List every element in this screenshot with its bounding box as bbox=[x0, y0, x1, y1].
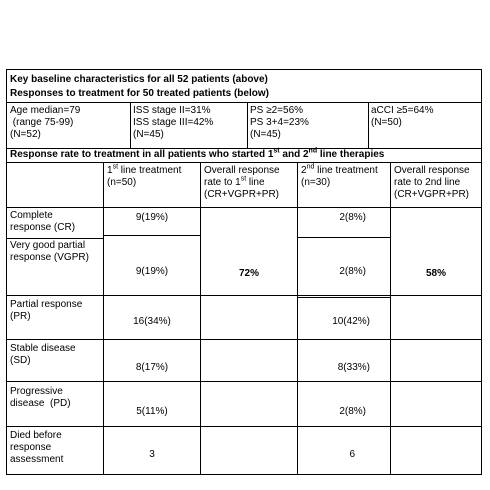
col-overall2-line3: (CR+VGPR+PR) bbox=[394, 189, 470, 200]
rule-vgpr-second bbox=[297, 297, 390, 298]
baseline-age bbox=[10, 105, 128, 141]
age-n: (N=52) bbox=[10, 129, 41, 140]
row-label-sd-line1: Stable disease bbox=[10, 343, 76, 354]
row-label-pd-line2: disease (PD) bbox=[10, 398, 71, 409]
vgpr-first-value: 9(19%) bbox=[135, 266, 169, 277]
row-label-cr bbox=[10, 210, 102, 234]
row-label-cr-line1: Complete bbox=[10, 210, 53, 221]
response-title-sup1: st bbox=[273, 147, 280, 155]
cr-first-value: 9(19%) bbox=[135, 212, 169, 223]
col-first-text: line treatment bbox=[118, 165, 182, 176]
row-label-vgpr-line2: response (VGPR) bbox=[10, 252, 89, 263]
rule-pd bbox=[7, 426, 481, 427]
rule-col-header bbox=[7, 207, 481, 208]
col-overall1-line2: rate to 1 bbox=[204, 177, 241, 188]
pr-first-value: 16(34%) bbox=[133, 316, 171, 327]
overall-first-value: 72% bbox=[238, 268, 259, 279]
row-label-died-line3: assessment bbox=[10, 454, 64, 465]
row-label-sd bbox=[10, 343, 102, 367]
rule-v-ps bbox=[368, 102, 369, 148]
col-overall1-line2-end: line bbox=[246, 177, 265, 188]
rule-v-second bbox=[390, 162, 391, 474]
rule-pr bbox=[7, 339, 481, 340]
vgpr-second-value: 2(8%) bbox=[339, 266, 366, 277]
rule-response-title bbox=[7, 162, 481, 163]
rule-header bbox=[7, 102, 481, 103]
row-label-pd-line1: Progressive bbox=[10, 386, 63, 397]
rule-v-first bbox=[200, 162, 201, 474]
header-line2: Responses to treatment for 50 treated patients (below) bbox=[10, 88, 269, 99]
pd-second-value: 2(8%) bbox=[339, 406, 366, 417]
row-label-cr-line2: response (CR) bbox=[10, 222, 76, 233]
cr-second-value: 2(8%) bbox=[339, 212, 366, 223]
pd-first-value: 5(11%) bbox=[136, 406, 168, 417]
iss-n: (N=45) bbox=[133, 129, 164, 140]
iss-stage-2: ISS stage II=31% bbox=[133, 105, 211, 116]
baseline-response-table bbox=[6, 69, 482, 475]
row-label-died-line2: response bbox=[10, 442, 52, 453]
ps-3-4: PS 3+4=23% bbox=[250, 117, 309, 128]
died-first-value: 3 bbox=[149, 449, 155, 460]
col-second-num: 2 bbox=[301, 165, 307, 176]
row-label-sd-line2: (SD) bbox=[10, 355, 31, 366]
rule-v-iss bbox=[247, 102, 248, 148]
pr-second-value: 10(42%) bbox=[332, 316, 370, 327]
age-median: Age median=79 bbox=[10, 105, 81, 116]
col-overall2-line1: Overall response bbox=[394, 165, 470, 176]
col-second-n: (n=30) bbox=[301, 177, 331, 188]
col-first-sup: st bbox=[112, 163, 119, 171]
response-title-part1: Response rate to treatment in all patients who started 1 bbox=[10, 149, 274, 160]
col-second-text: line treatment bbox=[314, 165, 378, 176]
died-second-value: 6 bbox=[349, 449, 355, 460]
row-label-died-line1: Died before bbox=[10, 430, 62, 441]
rule-v-age bbox=[130, 102, 131, 148]
response-title-part2: and 2 bbox=[279, 149, 309, 160]
row-label-vgpr bbox=[10, 240, 102, 264]
baseline-iss bbox=[133, 105, 245, 141]
row-label-vgpr-line1: Very good partial bbox=[10, 240, 86, 251]
row-label-pr-line2: (PR) bbox=[10, 311, 31, 322]
response-title-part3: line therapies bbox=[317, 149, 385, 160]
sd-second-value: 8(33%) bbox=[337, 362, 370, 373]
acci-n: (N=50) bbox=[371, 117, 402, 128]
rule-cr-label bbox=[7, 238, 103, 239]
response-title-sup2: nd bbox=[308, 147, 318, 155]
col-second-sup: nd bbox=[306, 163, 315, 171]
col-overall1-line1: Overall response bbox=[204, 165, 280, 176]
response-title bbox=[10, 149, 480, 161]
col-first-num: 1 bbox=[107, 165, 113, 176]
col-header-overall-second bbox=[394, 165, 480, 201]
col-first-n: (n=50) bbox=[107, 177, 137, 188]
iss-stage-3: ISS stage III=42% bbox=[133, 117, 214, 128]
baseline-acci bbox=[371, 105, 479, 129]
age-range: (range 75-99) bbox=[10, 117, 74, 128]
col-overall2-line2: rate to 2nd line bbox=[394, 177, 461, 188]
row-label-pd bbox=[10, 386, 102, 410]
col-overall1-line3: (CR+VGPR+PR) bbox=[204, 189, 280, 200]
col-header-first-line bbox=[107, 165, 199, 189]
row-label-pr-line1: Partial response bbox=[10, 299, 83, 310]
overall-second-value: 58% bbox=[425, 268, 446, 279]
ps-n: (N=45) bbox=[250, 129, 281, 140]
rule-vgpr bbox=[7, 295, 481, 296]
acci-5: aCCI ≥5=64% bbox=[371, 105, 434, 116]
row-label-pr bbox=[10, 299, 102, 323]
baseline-ps bbox=[250, 105, 366, 141]
col-header-overall-first bbox=[204, 165, 296, 201]
col-header-second-line bbox=[301, 165, 389, 189]
rule-cr-first bbox=[103, 235, 200, 236]
header-line1: Key baseline characteristics for all 52 patients (above) bbox=[10, 74, 268, 85]
ps-2: PS ≥2=56% bbox=[250, 105, 304, 116]
rule-sd bbox=[7, 381, 481, 382]
rule-cr-second bbox=[297, 237, 390, 238]
row-label-died bbox=[10, 430, 102, 466]
col-overall1-sup: st bbox=[240, 175, 247, 183]
sd-first-value: 8(17%) bbox=[135, 362, 169, 373]
